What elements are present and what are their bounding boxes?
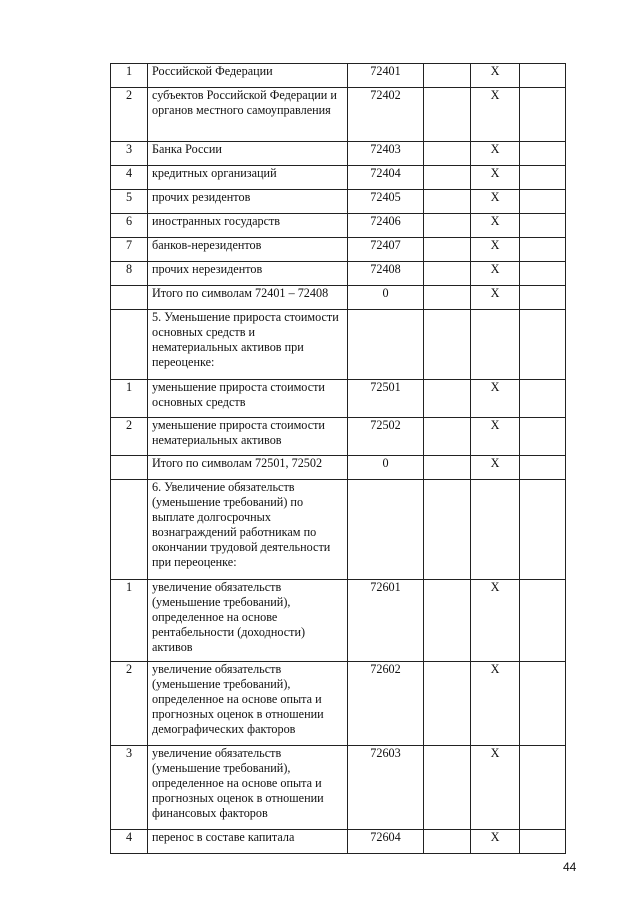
row-empty-cell [424,480,471,580]
table-row [111,456,566,480]
row-x-mark: Х [471,166,520,190]
row-number: 7 [111,238,148,262]
row-number [111,310,148,380]
row-name: банков-нерезидентов [148,238,348,262]
table-row [111,380,566,418]
row-name: перенос в составе капитала [148,830,348,854]
row-empty-cell [424,662,471,746]
row-number: 3 [111,142,148,166]
table-row [111,166,566,190]
row-x-mark: Х [471,142,520,166]
row-x-mark: Х [471,238,520,262]
row-empty-cell [520,190,566,214]
row-empty-cell [424,418,471,456]
row-code: 72405 [348,190,424,214]
row-empty-cell [520,418,566,456]
row-code: 0 [348,286,424,310]
row-empty-cell [424,166,471,190]
row-x-mark: Х [471,456,520,480]
row-empty-cell [424,830,471,854]
row-empty-cell [520,746,566,830]
table-body [111,64,566,854]
row-empty-cell [520,480,566,580]
row-x-mark: Х [471,418,520,456]
row-empty-cell [424,286,471,310]
row-number [111,480,148,580]
page-number: 44 [563,860,577,874]
row-code: 72404 [348,166,424,190]
row-empty-cell [520,214,566,238]
row-number: 1 [111,580,148,662]
row-number: 4 [111,830,148,854]
table-row [111,238,566,262]
table-row [111,64,566,88]
row-name: Итого по символам 72401 – 72408 [148,286,348,310]
row-code: 72602 [348,662,424,746]
table-row [111,88,566,142]
row-name: уменьшение прироста стоимости основных средств [148,380,348,418]
row-number: 1 [111,64,148,88]
row-empty-cell [424,64,471,88]
row-name: иностранных государств [148,214,348,238]
row-x-mark: Х [471,64,520,88]
row-x-mark: Х [471,286,520,310]
row-code: 72408 [348,262,424,286]
row-empty-cell [520,662,566,746]
row-name: 6. Увеличение обязательств (уменьшение требований) по выплате долгосрочных вознаграждений работникам по окончании трудовой деятельности при переоценке: [148,480,348,580]
row-empty-cell [424,746,471,830]
table-row [111,286,566,310]
row-empty-cell [520,238,566,262]
row-empty-cell [424,142,471,166]
report-table [110,63,566,854]
row-empty-cell [520,380,566,418]
row-x-mark: Х [471,262,520,286]
row-code [348,480,424,580]
row-code: 72403 [348,142,424,166]
row-empty-cell [424,580,471,662]
row-code [348,310,424,380]
row-x-mark: Х [471,88,520,142]
row-empty-cell [424,238,471,262]
row-code: 72601 [348,580,424,662]
row-empty-cell [520,142,566,166]
table-row [111,480,566,580]
table-row [111,662,566,746]
row-number [111,286,148,310]
row-name: Итого по символам 72501, 72502 [148,456,348,480]
row-x-mark: Х [471,746,520,830]
row-number: 1 [111,380,148,418]
row-empty-cell [424,380,471,418]
row-name: увеличение обязательств (уменьшение требований), определенное на основе опыта и прогнозных оценок в отношении финансовых факторов [148,746,348,830]
row-number: 2 [111,662,148,746]
table-row [111,830,566,854]
row-number: 6 [111,214,148,238]
row-x-mark: Х [471,662,520,746]
row-empty-cell [520,456,566,480]
row-code: 72502 [348,418,424,456]
row-code: 72406 [348,214,424,238]
table-row [111,310,566,380]
table-row [111,580,566,662]
row-empty-cell [520,580,566,662]
row-empty-cell [424,262,471,286]
row-empty-cell [424,190,471,214]
row-empty-cell [520,88,566,142]
row-name: прочих резидентов [148,190,348,214]
row-name: Банка России [148,142,348,166]
row-code: 72402 [348,88,424,142]
row-empty-cell [520,310,566,380]
table-row [111,142,566,166]
row-empty-cell [424,310,471,380]
row-number: 8 [111,262,148,286]
row-name: уменьшение прироста стоимости нематериальных активов [148,418,348,456]
row-empty-cell [424,88,471,142]
row-name: субъектов Российской Федерации и органов местного самоуправления [148,88,348,142]
row-name: 5. Уменьшение прироста стоимости основных средств и нематериальных активов при переоценке: [148,310,348,380]
row-code: 0 [348,456,424,480]
row-name: увеличение обязательств (уменьшение требований), определенное на основе опыта и прогнозных оценок в отношении демографических факторов [148,662,348,746]
row-code: 72604 [348,830,424,854]
row-name: увеличение обязательств (уменьшение требований), определенное на основе рентабельности (доходности) активов [148,580,348,662]
row-code: 72501 [348,380,424,418]
row-empty-cell [520,286,566,310]
row-x-mark: Х [471,214,520,238]
row-empty-cell [520,262,566,286]
row-number: 4 [111,166,148,190]
row-name: кредитных организаций [148,166,348,190]
row-name: Российской Федерации [148,64,348,88]
row-x-mark: Х [471,380,520,418]
row-code: 72603 [348,746,424,830]
row-number: 5 [111,190,148,214]
row-code: 72401 [348,64,424,88]
row-empty-cell [424,456,471,480]
row-number [111,456,148,480]
row-x-mark: Х [471,830,520,854]
row-empty-cell [520,64,566,88]
table-row [111,262,566,286]
row-x-mark: Х [471,190,520,214]
table-row [111,746,566,830]
row-number: 2 [111,418,148,456]
row-x-mark [471,310,520,380]
row-number: 3 [111,746,148,830]
table-row [111,418,566,456]
row-code: 72407 [348,238,424,262]
table-row [111,214,566,238]
row-empty-cell [520,166,566,190]
row-empty-cell [520,830,566,854]
row-x-mark: Х [471,580,520,662]
row-empty-cell [424,214,471,238]
row-x-mark [471,480,520,580]
row-name: прочих нерезидентов [148,262,348,286]
row-number: 2 [111,88,148,142]
table-row [111,190,566,214]
